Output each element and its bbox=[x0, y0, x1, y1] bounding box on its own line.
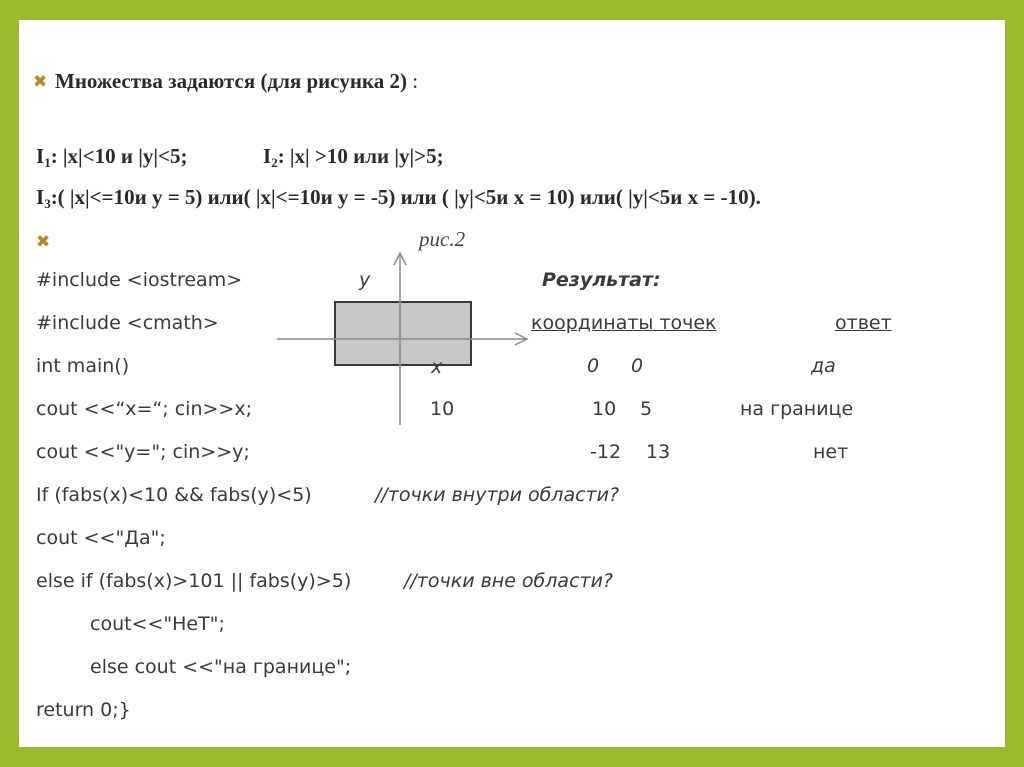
region-diagram bbox=[19, 20, 1005, 747]
result-y: 0 bbox=[631, 355, 644, 377]
code-line: If (fabs(x)<10 && fabs(y)<5) bbox=[36, 484, 312, 506]
result-answer: да bbox=[811, 355, 836, 377]
y-axis-label: y bbox=[359, 269, 371, 291]
code-line: #include <cmath> bbox=[36, 312, 219, 334]
result-x: -12 bbox=[590, 441, 622, 463]
code-line: cout<<"НеТ"; bbox=[90, 613, 225, 635]
definition-i3: $I_3$:( |x|<=10и y = 5) или( |x|<=10и y = -5) или ( |y|<5и x = 10) или( |y|<5и x = -10). bbox=[36, 185, 761, 211]
column-header-coords: координаты точек bbox=[531, 312, 717, 334]
result-x: 10 bbox=[592, 398, 617, 420]
code-line: else if (fabs(x)>101 || fabs(y)>5) bbox=[36, 570, 352, 592]
definition-i2: $I_2$: |x| >10 или |y|>5; bbox=[263, 144, 444, 170]
code-line: else cout <<"на границе"; bbox=[90, 656, 352, 678]
definition-i1: $I_1$: |x|<10 и |y|<5; bbox=[36, 144, 188, 170]
result-y: 5 bbox=[640, 398, 653, 420]
result-x: 0 bbox=[587, 355, 600, 377]
figure-caption: рис.2 bbox=[419, 227, 466, 251]
code-line: return 0;} bbox=[36, 699, 131, 721]
result-answer: нет bbox=[813, 441, 849, 463]
slide-title: Множества задаются (для рисунка 2) : bbox=[55, 69, 419, 93]
code-comment: //точки вне области? bbox=[404, 570, 614, 592]
code-line: #include <iostream> bbox=[36, 269, 243, 291]
cross-bullet-icon: ✖ bbox=[33, 72, 48, 92]
x-axis-label: x bbox=[431, 356, 443, 378]
code-line: cout <<"Да"; bbox=[36, 527, 166, 549]
result-y: 13 bbox=[646, 441, 671, 463]
extra-value: 10 bbox=[430, 398, 455, 420]
column-header-answer: ответ bbox=[835, 312, 892, 334]
code-line: cout <<"y="; cin>>y; bbox=[36, 441, 250, 463]
code-comment: //точки внутри области? bbox=[375, 484, 620, 506]
code-line: cout <<“x=“; cin>>x; bbox=[36, 398, 252, 420]
code-line: int main() bbox=[36, 355, 130, 377]
results-title: Результат: bbox=[542, 269, 661, 291]
region-rectangle bbox=[335, 302, 471, 365]
slide bbox=[19, 20, 1005, 747]
cross-bullet-icon: ✖ bbox=[36, 232, 51, 252]
result-answer: на границе bbox=[740, 398, 854, 420]
